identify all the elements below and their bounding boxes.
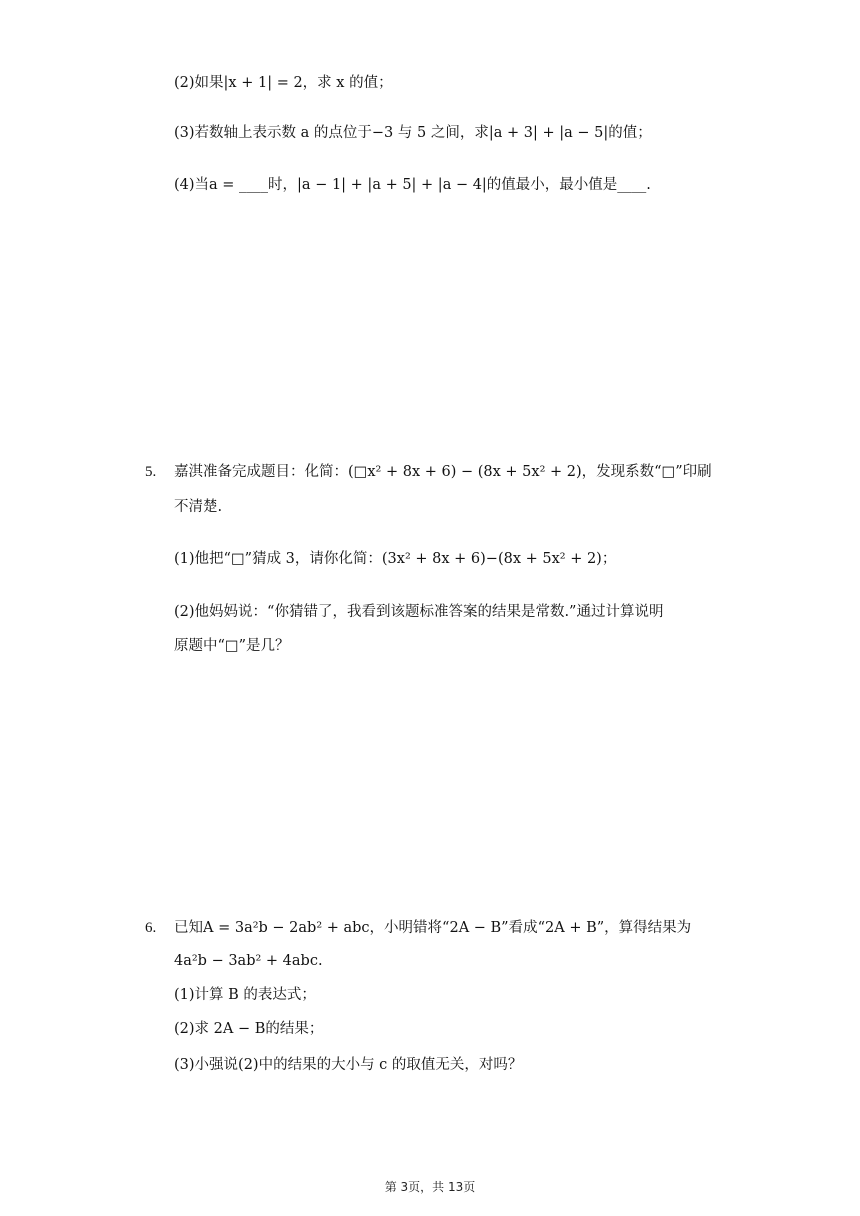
q6-number: 6. [145,920,157,936]
page-footer: 第 3页，共 13页 [384,1180,476,1194]
q5-part2-line1: (2)他妈妈说：“你猜错了，我看到该题标准答案的结果是常数.”通过计算说明 [174,604,664,620]
q5-line1: 嘉淇准备完成题目：化简：(□x² + 8x + 6) − (8x + 5x² + 2)，发现系数“□”印刷 [174,464,712,480]
q5-part2-line2: 原题中“□”是几？ [174,638,290,654]
q5-line2: 不清楚. [174,499,223,515]
q6-part2: (2)求 2A − B的结果； [174,1021,324,1037]
q4-part4: (4)当a = ____时，|a − 1| + |a + 5| + |a − 4|的值最小，最小值是____. [174,177,651,193]
q4-part2: (2)如果|x + 1| = 2，求 x 的值； [174,75,393,91]
q6-part3: (3)小强说(2)中的结果的大小与 c 的取值无关，对吗？ [174,1057,523,1073]
q4-part3: (3)若数轴上表示数 a 的点位于−3 与 5 之间，求|a + 3| + |a − 5|的值； [174,125,652,141]
q5-number: 5. [145,464,157,480]
q5-part1: (1)他把“□”猜成 3，请你化简：(3x² + 8x + 6)−(8x + 5x² + 2)； [174,551,617,567]
q6-part1: (1)计算 B 的表达式； [174,987,316,1003]
q6-line2: 4a²b − 3ab² + 4abc. [174,953,323,969]
q6-line1: 已知A = 3a²b − 2ab² + abc，小明错将“2A − B”看成“2A + B”，算得结果为 [174,920,692,936]
